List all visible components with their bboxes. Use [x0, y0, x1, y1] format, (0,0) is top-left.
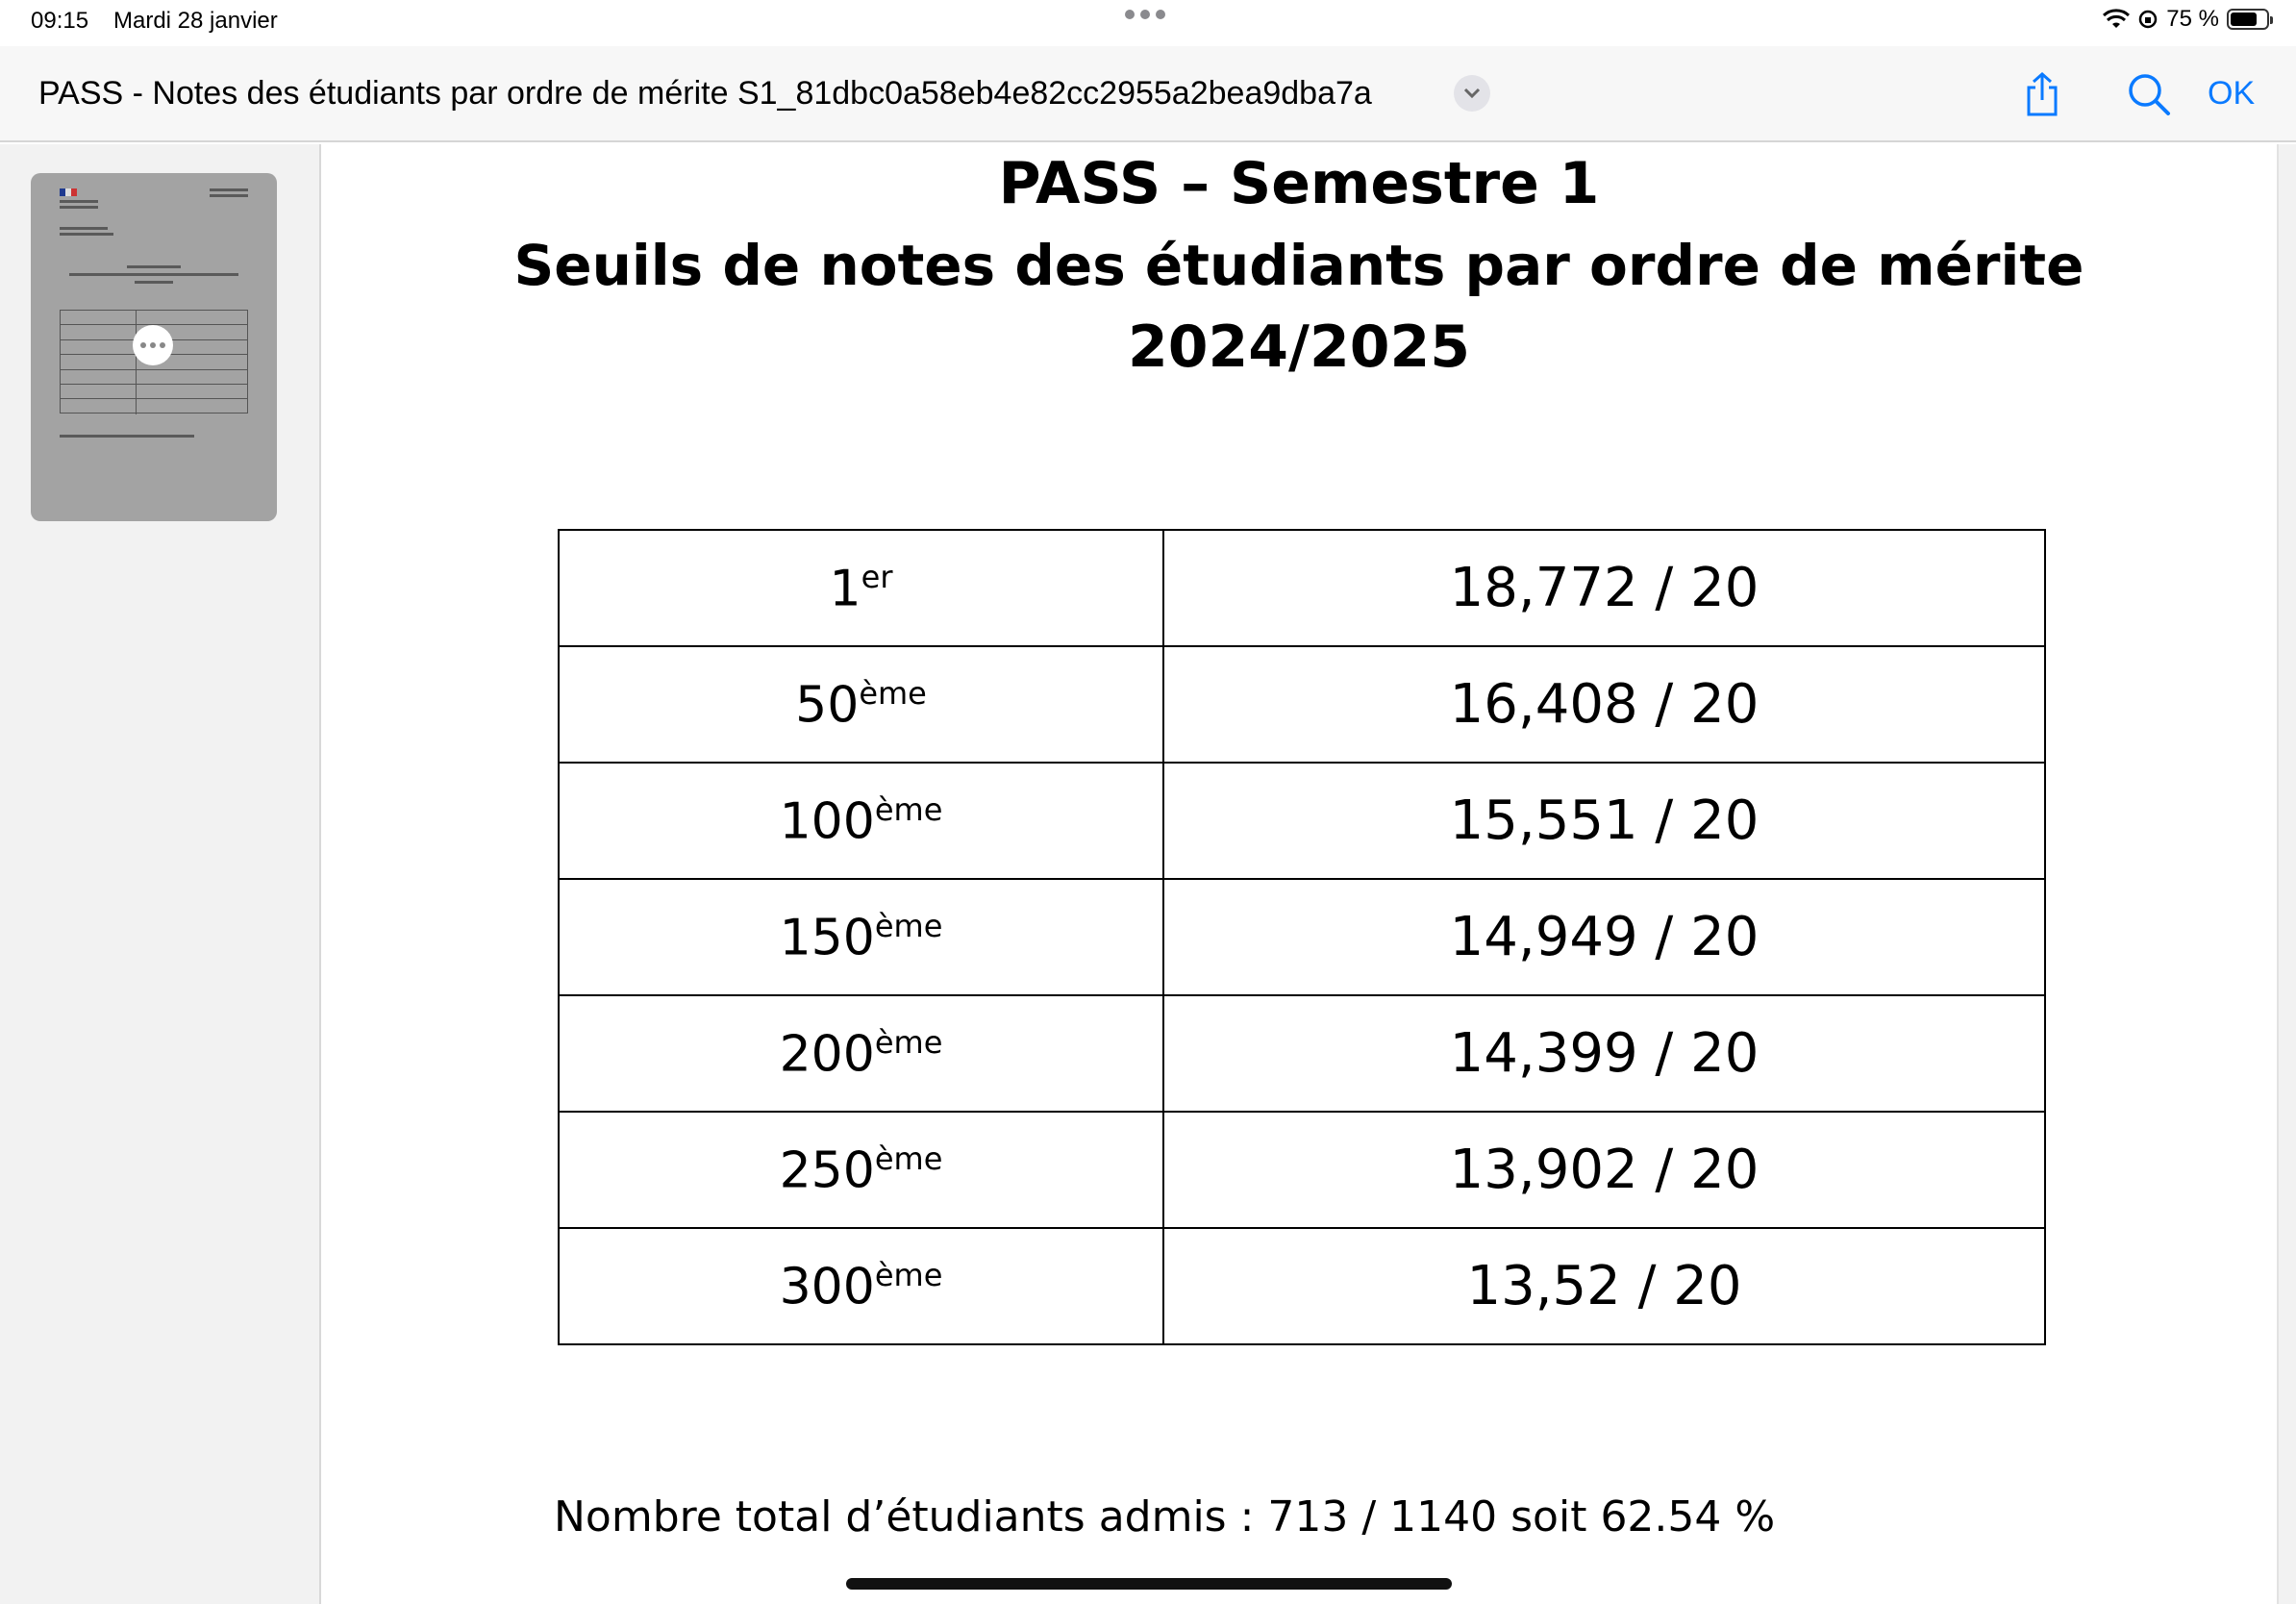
- scroll-edge: [2277, 144, 2296, 1604]
- status-indicators: [2103, 6, 2269, 33]
- home-indicator[interactable]: [846, 1578, 1452, 1590]
- grade-cell: 16,408 / 20: [1163, 646, 2045, 763]
- wifi-icon: [2103, 9, 2130, 30]
- rank-number: 250: [779, 1141, 875, 1200]
- pdf-page: [321, 144, 2277, 1604]
- rank-suffix: er: [861, 558, 893, 595]
- rank-number: 200: [779, 1025, 875, 1084]
- navigation-bar: [0, 46, 2296, 142]
- ok-button[interactable]: OK: [2208, 75, 2256, 112]
- battery-percent: 75 %: [2166, 6, 2219, 32]
- rank-number: 50: [795, 676, 860, 735]
- table-row: [559, 530, 2045, 646]
- grade-thresholds-table: [558, 529, 2046, 1345]
- grade-cell: 13,52 / 20: [1163, 1228, 2045, 1344]
- rank-suffix: ème: [874, 1023, 943, 1061]
- chevron-down-icon[interactable]: [1454, 75, 1490, 112]
- table-row: [559, 879, 2045, 995]
- rank-number: 1: [829, 560, 861, 618]
- admitted-summary: Nombre total d’étudiants admis : 713 / 1140 soit 62.54 %: [554, 1492, 1776, 1541]
- table-row: [559, 995, 2045, 1112]
- status-time: 09:15: [31, 8, 89, 34]
- rank-cell: [559, 1228, 1163, 1344]
- rank-suffix: ème: [874, 1256, 943, 1293]
- search-icon: [2127, 72, 2171, 116]
- rank-cell: [559, 646, 1163, 763]
- page-thumbnail[interactable]: [31, 173, 277, 521]
- document-title[interactable]: PASS - Notes des étudiants par ordre de mérite S1_81dbc0a58eb4e82cc2955a2bea9dba7a: [38, 75, 1372, 112]
- rank-suffix: ème: [874, 1140, 943, 1177]
- table-row: [559, 763, 2045, 879]
- search-button[interactable]: [2125, 69, 2173, 119]
- more-options-icon[interactable]: [133, 325, 173, 365]
- page-thumbnails-sidebar: [0, 144, 321, 1604]
- republic-logo-icon: [60, 188, 77, 196]
- rank-cell: [559, 879, 1163, 995]
- status-bar: [0, 0, 2296, 46]
- grade-cell: 14,399 / 20: [1163, 995, 2045, 1112]
- grade-cell: 13,902 / 20: [1163, 1112, 2045, 1228]
- rank-number: 150: [779, 909, 875, 967]
- rank-suffix: ème: [859, 674, 927, 712]
- rank-suffix: ème: [874, 907, 943, 944]
- grade-cell: 18,772 / 20: [1163, 530, 2045, 646]
- rank-cell: [559, 530, 1163, 646]
- rank-cell: [559, 995, 1163, 1112]
- battery-icon: [2227, 9, 2269, 30]
- heading-title: Seuils de notes des étudiants par ordre de mérite: [513, 233, 2084, 298]
- rank-suffix: ème: [874, 790, 943, 828]
- table-row: [559, 1112, 2045, 1228]
- table-row: [559, 646, 2045, 763]
- table-row: [559, 1228, 2045, 1344]
- heading-year: 2024/2025: [1128, 313, 1470, 381]
- heading-semester: PASS – Semestre 1: [998, 150, 1600, 217]
- grade-cell: 14,949 / 20: [1163, 879, 2045, 995]
- rank-number: 100: [779, 792, 875, 851]
- share-icon: [2023, 71, 2061, 117]
- status-date: Mardi 28 janvier: [113, 8, 278, 34]
- rank-cell: [559, 1112, 1163, 1228]
- orientation-lock-icon: [2137, 9, 2159, 30]
- grade-cell: 15,551 / 20: [1163, 763, 2045, 879]
- share-button[interactable]: [2019, 69, 2065, 119]
- rank-cell: [559, 763, 1163, 879]
- rank-number: 300: [779, 1258, 875, 1316]
- multitasking-dots[interactable]: [1125, 10, 1165, 19]
